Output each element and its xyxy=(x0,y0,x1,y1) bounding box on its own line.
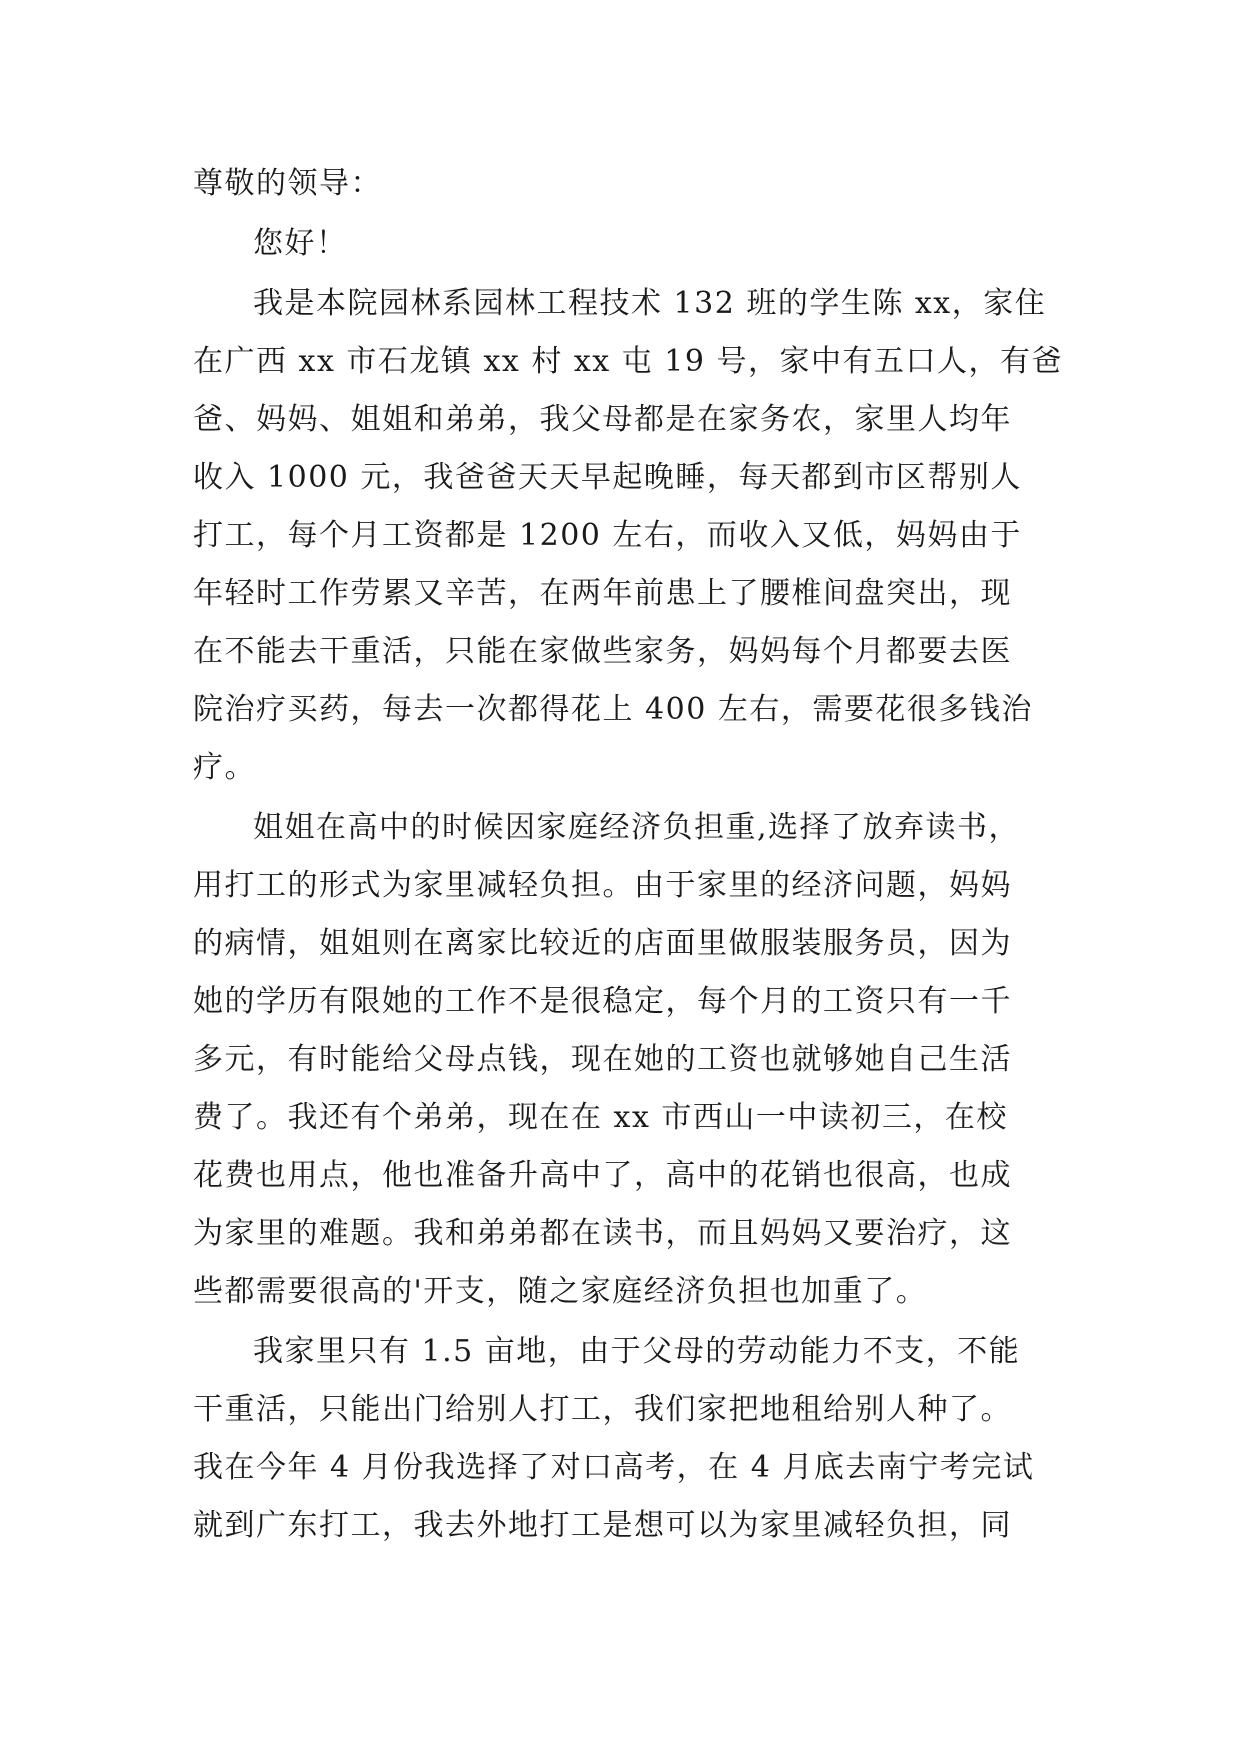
paragraph-3-line-1: 我家里只有 1.5 亩地，由于父母的劳动能力不支，不能 xyxy=(253,1334,1021,1369)
paragraph-1-line-8: 院治疗买药，每去一次都得花上 400 左右，需要花很多钱治 xyxy=(193,692,1033,727)
paragraph-1-line-2: 在广西 xx 市石龙镇 xx 村 xx 屯 19 号，家中有五口人，有爸 xyxy=(193,344,1063,379)
paragraph-3-line-3: 我在今年 4 月份我选择了对口高考，在 4 月底去南宁考完试 xyxy=(193,1450,1035,1485)
paragraph-2-line-9: 些都需要很高的'开支，随之家庭经济负担也加重了。 xyxy=(193,1274,928,1309)
paragraph-2-line-8: 为家里的难题。我和弟弟都在读书，而且妈妈又要治疗，这 xyxy=(193,1216,1012,1251)
paragraph-1-line-9: 疗。 xyxy=(193,750,256,785)
paragraph-1-line-1: 我是本院园林系园林工程技术 132 班的学生陈 xx，家住 xyxy=(253,286,1047,321)
paragraph-2-line-3: 的病情，姐姐则在离家比较近的店面里做服装服务员，因为 xyxy=(193,926,1012,961)
greeting: 您好！ xyxy=(253,226,348,261)
paragraph-2-line-5: 多元，有时能给父母点钱，现在她的工资也就够她自己生活 xyxy=(193,1042,1012,1077)
salutation: 尊敬的领导： xyxy=(193,166,382,201)
paragraph-1-line-3: 爸、妈妈、姐姐和弟弟，我父母都是在家务农，家里人均年 xyxy=(193,402,1012,437)
paragraph-1-line-4: 收入 1000 元，我爸爸天天早起晚睡，每天都到市区帮别人 xyxy=(193,460,1022,495)
paragraph-3-line-2: 干重活，只能出门给别人打工，我们家把地租给别人种了。 xyxy=(193,1392,1012,1427)
paragraph-1-line-5: 打工，每个月工资都是 1200 左右，而收入又低，妈妈由于 xyxy=(193,518,1022,553)
paragraph-2-line-2: 用打工的形式为家里减轻负担。由于家里的经济问题，妈妈 xyxy=(193,868,1012,903)
paragraph-2-line-7: 花费也用点，他也准备升高中了，高中的花销也很高，也成 xyxy=(193,1158,1012,1193)
paragraph-1-line-6: 年轻时工作劳累又辛苦，在两年前患上了腰椎间盘突出，现 xyxy=(193,576,1012,611)
paragraph-2-line-4: 她的学历有限她的工作不是很稳定，每个月的工资只有一千 xyxy=(193,984,1012,1019)
paragraph-2-line-1: 姐姐在高中的时候因家庭经济负担重,选择了放弃读书， xyxy=(253,810,1021,845)
paragraph-2-line-6: 费了。我还有个弟弟，现在在 xx 市西山一中读初三，在校 xyxy=(193,1100,1008,1135)
paragraph-1-line-7: 在不能去干重活，只能在家做些家务，妈妈每个月都要去医 xyxy=(193,634,1012,669)
paragraph-3-line-4: 就到广东打工，我去外地打工是想可以为家里减轻负担，同 xyxy=(193,1508,1012,1543)
